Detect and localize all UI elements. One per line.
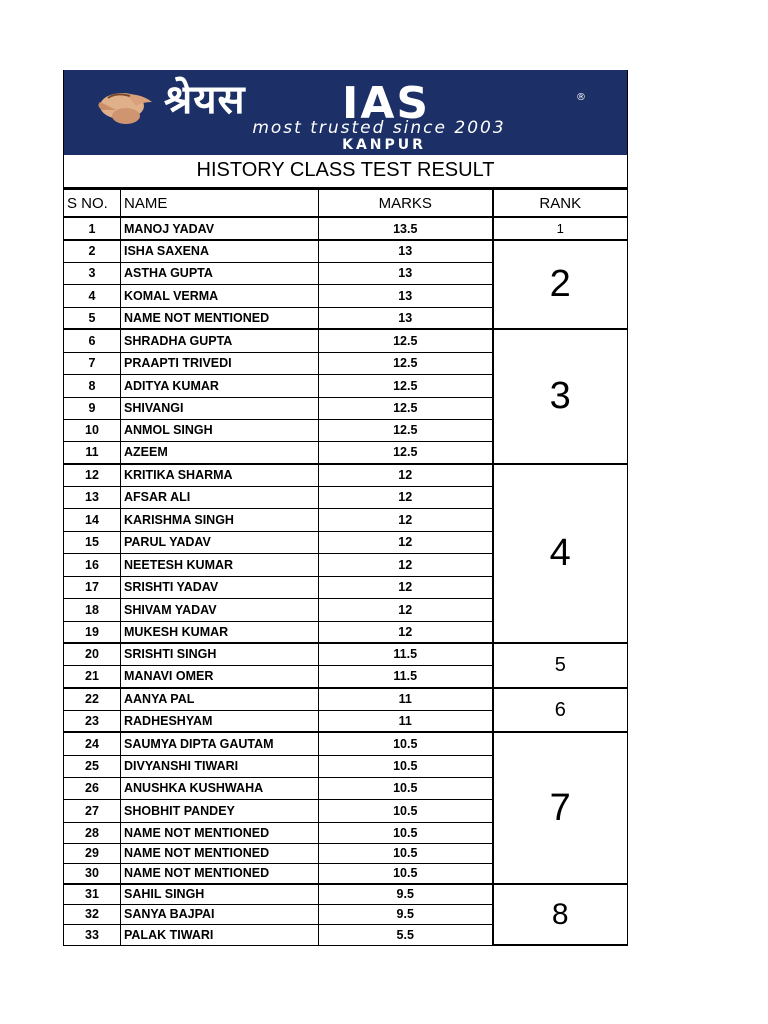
marks-cell: 10.5 [319,822,493,843]
rank-cell: 6 [493,688,628,732]
table-row [64,688,628,710]
sno-cell: 5 [64,307,121,329]
name-cell: SHRADHA GUPTA [121,329,319,352]
table-row [64,643,628,665]
table-row [64,884,628,904]
rank-cell: 2 [493,240,628,329]
marks-cell: 12 [319,508,493,531]
marks-cell: 13 [319,307,493,329]
logo-ias: IAS [342,78,431,129]
sno-cell: 30 [64,863,121,884]
marks-cell: 5.5 [319,924,493,945]
marks-cell: 11.5 [319,643,493,665]
table-row [64,329,628,352]
name-cell: SHIVAM YADAV [121,598,319,621]
name-cell: SHIVANGI [121,397,319,419]
name-cell: RADHESHYAM [121,710,319,732]
name-cell: SAUMYA DIPTA GAUTAM [121,732,319,755]
name-cell: ADITYA KUMAR [121,374,319,397]
table-row [64,464,628,486]
marks-cell: 9.5 [319,904,493,924]
marks-cell: 10.5 [319,843,493,863]
marks-cell: 13 [319,284,493,307]
result-table [63,189,628,946]
marks-cell: 13.5 [319,217,493,240]
marks-cell: 10.5 [319,732,493,755]
marks-cell: 12.5 [319,441,493,464]
marks-cell: 12.5 [319,419,493,441]
institute-banner [63,70,628,155]
sno-cell: 20 [64,643,121,665]
name-cell: DIVYANSHI TIWARI [121,755,319,777]
marks-cell: 12 [319,464,493,486]
registered-mark: ® [576,92,586,103]
name-cell: ANMOL SINGH [121,419,319,441]
tagline: most trusted since 2003 [252,118,506,138]
name-cell: PRAAPTI TRIVEDI [121,352,319,374]
name-cell: SRISHTI YADAV [121,576,319,598]
marks-cell: 10.5 [319,755,493,777]
marks-cell: 12.5 [319,329,493,352]
sno-cell: 29 [64,843,121,863]
marks-cell: 12 [319,486,493,508]
sno-cell: 10 [64,419,121,441]
header-marks: MARKS [319,190,493,218]
name-cell: MANOJ YADAV [121,217,319,240]
marks-cell: 12 [319,553,493,576]
name-cell: AZEEM [121,441,319,464]
marks-cell: 12 [319,621,493,643]
marks-cell: 10.5 [319,777,493,799]
sno-cell: 16 [64,553,121,576]
marks-cell: 12 [319,576,493,598]
sno-cell: 1 [64,217,121,240]
sno-cell: 32 [64,904,121,924]
header-row [64,190,628,218]
logo-wordmark: श्रेयस [164,77,246,123]
city-label: KANPUR [342,137,426,153]
sno-cell: 25 [64,755,121,777]
marks-cell: 11 [319,688,493,710]
sno-cell: 8 [64,374,121,397]
sno-cell: 21 [64,665,121,688]
name-cell: MUKESH KUMAR [121,621,319,643]
sno-cell: 15 [64,531,121,553]
marks-cell: 11 [319,710,493,732]
rank-cell: 5 [493,643,628,688]
marks-cell: 13 [319,240,493,262]
sno-cell: 18 [64,598,121,621]
name-cell: PARUL YADAV [121,531,319,553]
marks-cell: 9.5 [319,884,493,904]
header-name: NAME [121,190,319,218]
result-sheet [63,70,627,946]
marks-cell: 12.5 [319,397,493,419]
page-title: HISTORY CLASS TEST RESULT [63,155,628,189]
pointing-hand-icon [96,88,156,128]
name-cell: SHOBHIT PANDEY [121,799,319,822]
rank-cell: 4 [493,464,628,643]
name-cell: MANAVI OMER [121,665,319,688]
sno-cell: 24 [64,732,121,755]
sno-cell: 23 [64,710,121,732]
result-rows [64,217,628,945]
rank-cell: 7 [493,732,628,884]
sno-cell: 17 [64,576,121,598]
name-cell: ISHA SAXENA [121,240,319,262]
sno-cell: 2 [64,240,121,262]
name-cell: NAME NOT MENTIONED [121,863,319,884]
table-row [64,732,628,755]
sno-cell: 31 [64,884,121,904]
name-cell: KARISHMA SINGH [121,508,319,531]
sno-cell: 28 [64,822,121,843]
marks-cell: 12 [319,598,493,621]
name-cell: ANUSHKA KUSHWAHA [121,777,319,799]
name-cell: AANYA PAL [121,688,319,710]
sno-cell: 26 [64,777,121,799]
marks-cell: 12.5 [319,352,493,374]
name-cell: NEETESH KUMAR [121,553,319,576]
sno-cell: 14 [64,508,121,531]
sno-cell: 22 [64,688,121,710]
name-cell: ASTHA GUPTA [121,262,319,284]
marks-cell: 13 [319,262,493,284]
marks-cell: 11.5 [319,665,493,688]
marks-cell: 12.5 [319,374,493,397]
name-cell: AFSAR ALI [121,486,319,508]
sno-cell: 6 [64,329,121,352]
header-sno: S NO. [64,190,121,218]
marks-cell: 12 [319,531,493,553]
name-cell: NAME NOT MENTIONED [121,843,319,863]
sno-cell: 33 [64,924,121,945]
rank-cell: 3 [493,329,628,464]
table-row [64,217,628,240]
sno-cell: 7 [64,352,121,374]
sno-cell: 19 [64,621,121,643]
sno-cell: 27 [64,799,121,822]
sno-cell: 13 [64,486,121,508]
name-cell: SAHIL SINGH [121,884,319,904]
table-row [64,240,628,262]
name-cell: NAME NOT MENTIONED [121,307,319,329]
marks-cell: 10.5 [319,799,493,822]
name-cell: KOMAL VERMA [121,284,319,307]
name-cell: PALAK TIWARI [121,924,319,945]
rank-cell: 8 [493,884,628,945]
sno-cell: 11 [64,441,121,464]
name-cell: SRISHTI SINGH [121,643,319,665]
marks-cell: 10.5 [319,863,493,884]
sno-cell: 9 [64,397,121,419]
sno-cell: 3 [64,262,121,284]
sno-cell: 12 [64,464,121,486]
name-cell: SANYA BAJPAI [121,904,319,924]
rank-cell: 1 [493,217,628,240]
name-cell: NAME NOT MENTIONED [121,822,319,843]
header-rank: RANK [493,190,628,218]
name-cell: KRITIKA SHARMA [121,464,319,486]
sno-cell: 4 [64,284,121,307]
